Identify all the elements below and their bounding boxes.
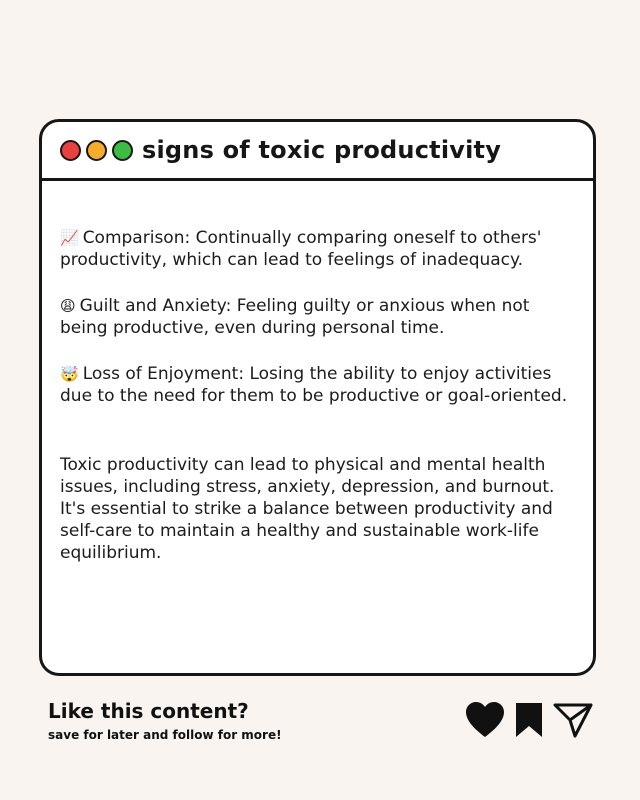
footer-subtext: save for later and follow for more!	[48, 728, 282, 742]
chart-increasing-icon: 📈	[60, 229, 79, 247]
sign-item-enjoyment	[60, 363, 571, 407]
bookmark-icon[interactable]	[515, 702, 543, 738]
sign-text: Comparison: Continually comparing oneself to others' productivity, which can lead to feelings of inadequacy.	[60, 228, 542, 270]
info-card	[39, 119, 596, 676]
summary-paragraph: Toxic productivity can lead to physical and mental health issues, including stress, anxiety, depression, and burnout. It's essential to strike a balance between productivity and self-care to maintain a healthy and sustainable work-life equilibrium.	[60, 455, 555, 563]
footer-heading: Like this content?	[48, 699, 249, 723]
sign-item-comparison	[60, 227, 571, 271]
sign-text: Loss of Enjoyment: Losing the ability to enjoy activities due to the need for them to be productive or goal-oriented.	[60, 364, 568, 406]
window-dots	[60, 140, 133, 161]
sign-text: Guilt and Anxiety: Feeling guilty or anxious when not being productive, even during personal time.	[60, 296, 530, 338]
red-dot-icon	[60, 140, 81, 161]
card-content	[42, 181, 593, 564]
footer-actions	[465, 702, 593, 738]
heart-icon[interactable]	[465, 702, 505, 738]
card-header	[42, 122, 593, 181]
yellow-dot-icon	[86, 140, 107, 161]
sign-item-guilt	[60, 295, 571, 339]
green-dot-icon	[112, 140, 133, 161]
send-icon[interactable]	[553, 702, 593, 738]
card-title: signs of toxic productivity	[142, 136, 502, 164]
exploding-head-icon: 🤯	[60, 365, 79, 383]
weary-face-icon: 😩	[60, 297, 76, 315]
